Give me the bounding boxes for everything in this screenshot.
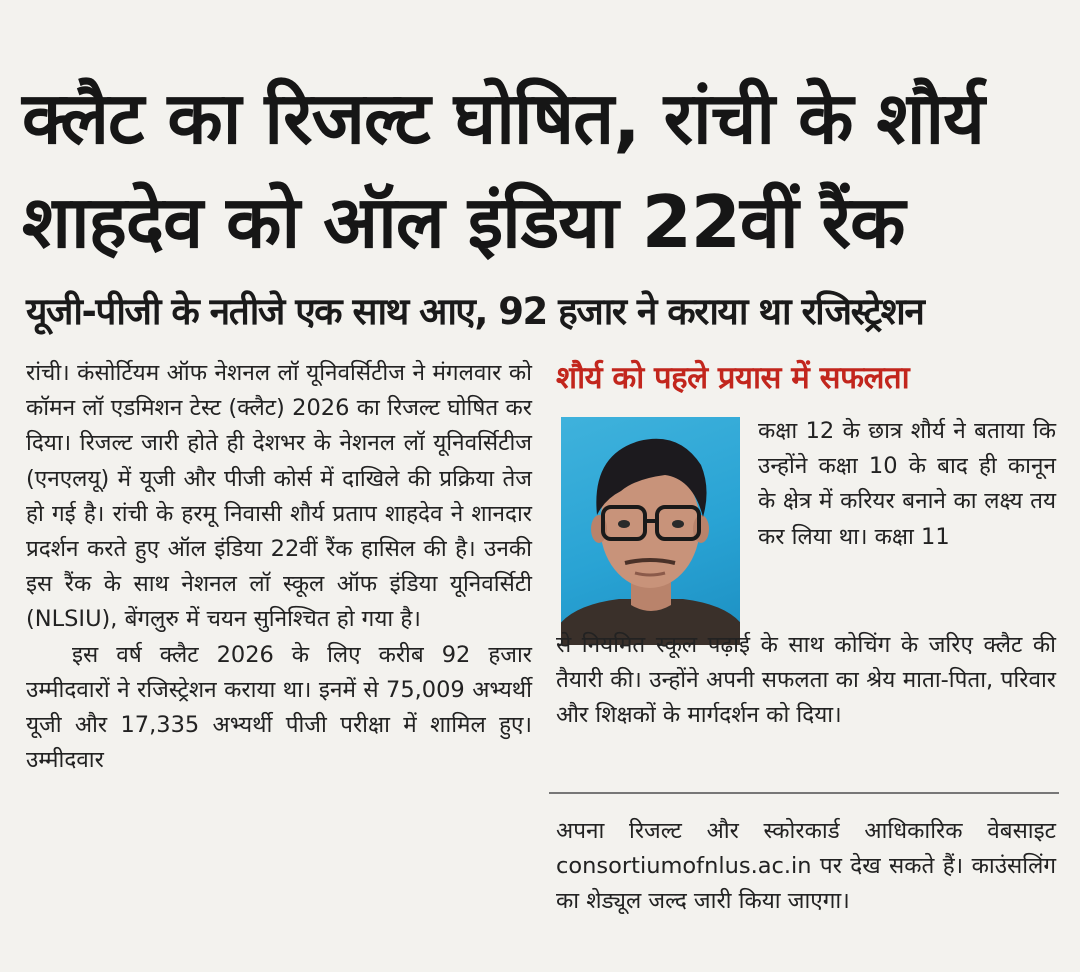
right-column [556,814,1056,920]
body-paragraph-3: अपना रिजल्ट और स्कोरकार्ड आधिकारिक वेबसाइट consortiumofnlus.ac.in पर देख सकते हैं। काउंसलिंग का शेड्यूल जल्द जारी किया जाएगा। [556,818,1056,915]
body-paragraph-1: रांची। कंसोर्टियम ऑफ नेशनल लॉ यूनिवर्सिटीज ने मंगलवार को कॉमन लॉ एडमिशन टेस्ट (क्लैट) 2026 का रिजल्ट घोषित कर दिया। रिजल्ट जारी होते ही देशभर के नेशनल लॉ यूनिवर्सिटीज (एनएलयू) में यूजी और पीजी कोर्स में दाखिले की प्रक्रिया तेज हो गई है। रांची के हरमू निवासी शौर्य प्रताप शाहदेव ने शानदार प्रदर्शन करते हुए ऑल इंडिया 22वीं रैंक हासिल की है। उनकी इस रैंक के साथ नेशनल लॉ स्कूल ऑफ इंडिया यूनिवर्सिटी (NLSIU), बेंगलुरु में चयन सुनिश्चित हो गया है। [26,360,532,633]
body-paragraph-2: इस वर्ष क्लैट 2026 के लिए करीब 92 हजार उम्मीदवारों ने रजिस्ट्रेशन कराया था। इनमें से 75,009 अभ्यर्थी यूजी और 17,335 अभ्यर्थी पीजी परीक्षा में शामिल हुए। उम्मीदवार [26,641,532,774]
left-column [26,356,532,778]
subheadline: यूजी-पीजी के नतीजे एक साथ आए, 92 हजार ने कराया था रजिस्ट्रेशन [26,290,924,333]
sidebar-box-text-beside-photo: कक्षा 12 के छात्र शौर्य ने बताया कि उन्होंने कक्षा 10 के बाद ही कानून के क्षेत्र में करियर बनाने का लक्ष्य तय कर लिया था। कक्षा 11 [758,418,1056,550]
headline-line-1: क्लैट का रिजल्ट घोषित, रांची के शौर्य [22,76,984,160]
headline-line-2: शाहदेव को ऑल इंडिया 22वीं रैंक [22,180,905,264]
sidebar-box-divider [549,792,1059,794]
sidebar-box-text-below-photo: से नियमित स्कूल पढ़ाई के साथ कोचिंग के जरिए क्लैट की तैयारी की। उन्होंने अपनी सफलता का श्रेय माता-पिता, परिवार और शिक्षकों के मार्गदर्शन को दिया। [556,632,1056,729]
headline [22,66,1062,274]
student-photo [561,417,740,645]
student-portrait-illustration [561,417,740,645]
sidebar-box-title: शौर्य को पहले प्रयास में सफलता [556,360,910,396]
